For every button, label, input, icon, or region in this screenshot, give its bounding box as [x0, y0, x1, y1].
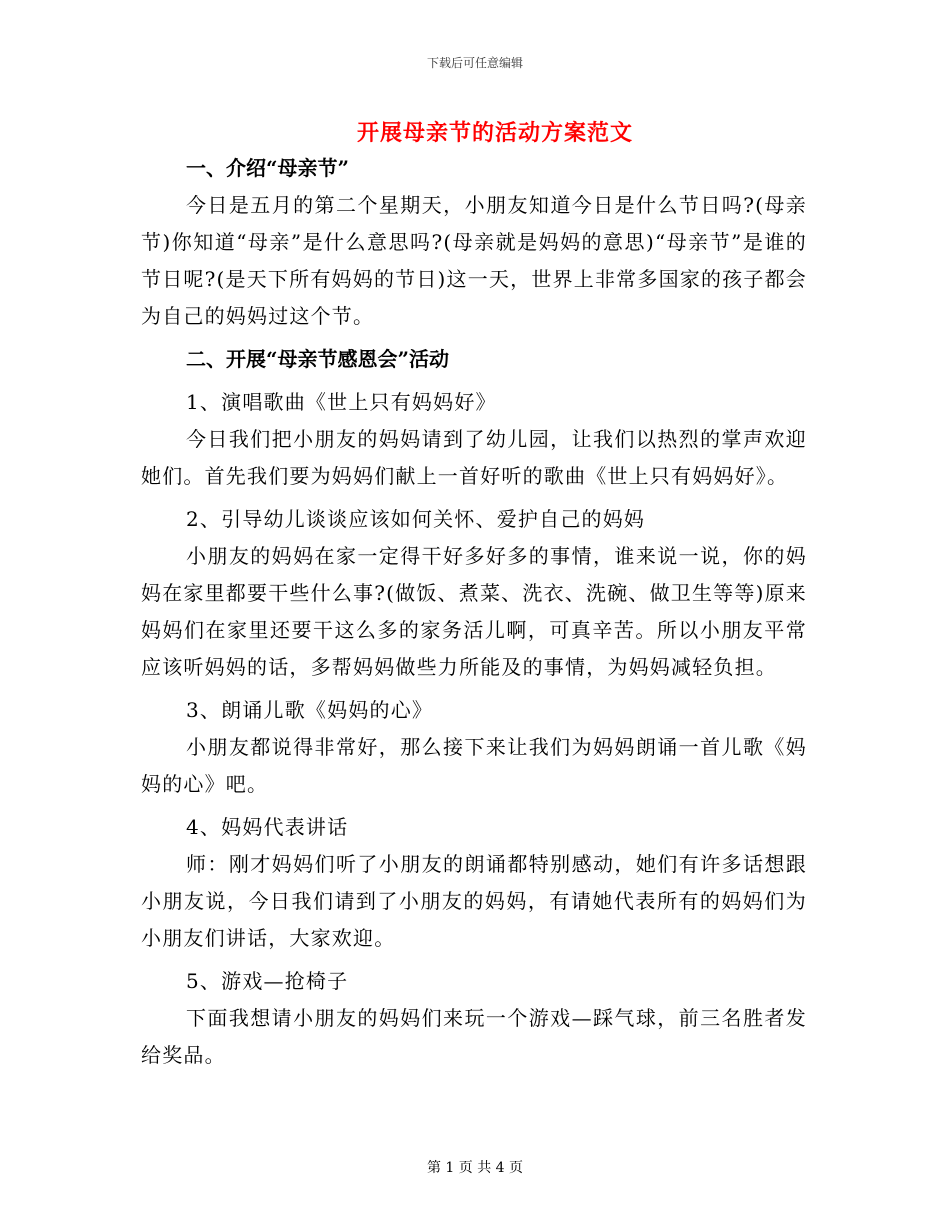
item-heading-2: 2、引导幼儿谈谈应该如何关怀、爱护自己的妈妈 — [186, 507, 646, 531]
section-heading-activity: 二、开展“母亲节感恩会”活动 — [186, 347, 450, 371]
page-number: 第 1 页 共 4 页 — [426, 1160, 524, 1176]
item-heading-4: 4、妈妈代表讲话 — [186, 815, 349, 839]
section-heading-intro: 一、介绍“母亲节” — [186, 156, 350, 180]
item-heading-5: 5、游戏—抢椅子 — [186, 969, 349, 993]
item-heading-3: 3、朗诵儿歌《妈妈的心》 — [186, 698, 434, 722]
document-title: 开展母亲节的活动方案范文 — [356, 120, 633, 146]
item-paragraph-5: 下面我想请小朋友的妈妈们来玩一个游戏—踩气球，前三名胜者发给奖品。 — [141, 1006, 807, 1067]
item-heading-1: 1、演唱歌曲《世上只有妈妈好》 — [186, 390, 497, 414]
item-paragraph-2: 小朋友的妈妈在家一定得干好多好多的事情，谁来说一说，你的妈妈在家里都要干些什么事?(做饭、煮菜、洗衣、洗碗、做卫生等等)原来妈妈们在家里还要干这么多的家务活儿啊，可真辛苦。所以小朋友平常应该听妈妈的话，多帮妈妈做些力所能及的事情，为妈妈减轻负担。 — [141, 544, 807, 679]
header-note: 下载后可任意编辑 — [426, 56, 523, 70]
section-paragraph-intro: 今日是五月的第二个星期天，小朋友知道今日是什么节日吗?(母亲节)你知道“母亲”是什么意思吗?(母亲就是妈妈的意思)“母亲节”是谁的节日呢?(是天下所有妈妈的节日)这一天，世界上非常多国家的孩子都会为自己的妈妈过这个节。 — [141, 193, 807, 328]
document-body — [141, 150, 807, 1074]
item-paragraph-3: 小朋友都说得非常好，那么接下来让我们为妈妈朗诵一首儿歌《妈妈的心》吧。 — [141, 735, 807, 796]
item-paragraph-1: 今日我们把小朋友的妈妈请到了幼儿园，让我们以热烈的掌声欢迎她们。首先我们要为妈妈们献上一首好听的歌曲《世上只有妈妈好》。 — [141, 427, 807, 488]
item-paragraph-4: 师：刚才妈妈们听了小朋友的朗诵都特别感动，她们有许多话想跟小朋友说，今日我们请到了小朋友的妈妈，有请她代表所有的妈妈们为小朋友们讲话，大家欢迎。 — [141, 852, 807, 950]
